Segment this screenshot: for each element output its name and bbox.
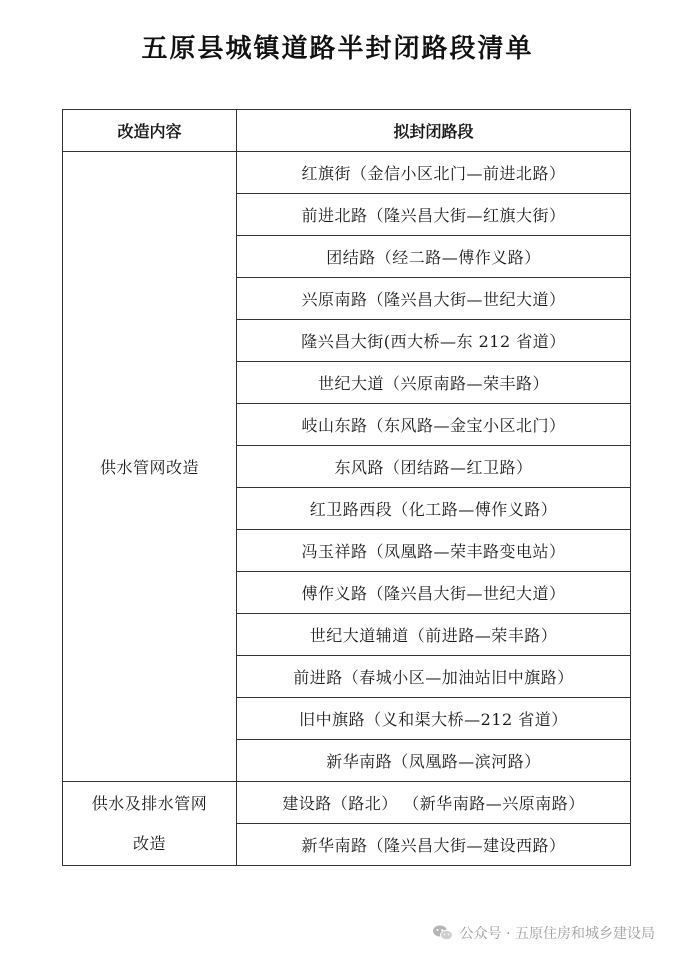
watermark — [432, 921, 655, 945]
table-row — [63, 782, 631, 824]
table-header-row — [63, 110, 631, 152]
page-title: 五原县城镇道路半封闭路段清单 — [141, 34, 534, 64]
road-section: 红卫路西段（化工路—傅作义路） — [237, 488, 631, 530]
header-content: 改造内容 — [63, 110, 237, 152]
watermark-text: 公众号 · 五原住房和城乡建设局 — [459, 926, 655, 942]
table-row — [63, 152, 631, 194]
road-section: 新华南路（隆兴昌大街—建设西路） — [237, 824, 631, 866]
road-section: 团结路（经二路—傅作义路） — [237, 236, 631, 278]
road-section: 世纪大道（兴原南路—荣丰路） — [237, 362, 631, 404]
road-section: 红旗街（金信小区北门—前进北路） — [237, 152, 631, 194]
road-section: 新华南路（凤凰路—滨河路） — [237, 740, 631, 782]
road-section: 旧中旗路（义和渠大桥—212 省道） — [237, 698, 631, 740]
road-section: 东风路（团结路—红卫路） — [237, 446, 631, 488]
wechat-public-account-icon — [432, 924, 454, 942]
category-water-drainage — [63, 782, 237, 866]
road-section: 隆兴昌大街(西大桥—东 212 省道） — [237, 320, 631, 362]
road-section: 岐山东路（东风路—金宝小区北门） — [237, 404, 631, 446]
road-section: 傅作义路（隆兴昌大街—世纪大道） — [237, 572, 631, 614]
road-closure-table — [62, 109, 631, 866]
road-section: 建设路（路北） （新华南路—兴原南路） — [237, 782, 631, 824]
category-water-supply: 供水管网改造 — [63, 152, 237, 782]
category-line: 供水及排水管网 — [91, 793, 208, 813]
road-section: 前进路（春城小区—加油站旧中旗路） — [237, 656, 631, 698]
road-section: 世纪大道辅道（前进路—荣丰路） — [237, 614, 631, 656]
road-section: 冯玉祥路（凤凰路—荣丰路变电站） — [237, 530, 631, 572]
category-line: 改造 — [132, 833, 166, 853]
road-section: 前进北路（隆兴昌大街—红旗大街） — [237, 194, 631, 236]
header-sections: 拟封闭路段 — [237, 110, 631, 152]
road-section: 兴原南路（隆兴昌大街—世纪大道） — [237, 278, 631, 320]
